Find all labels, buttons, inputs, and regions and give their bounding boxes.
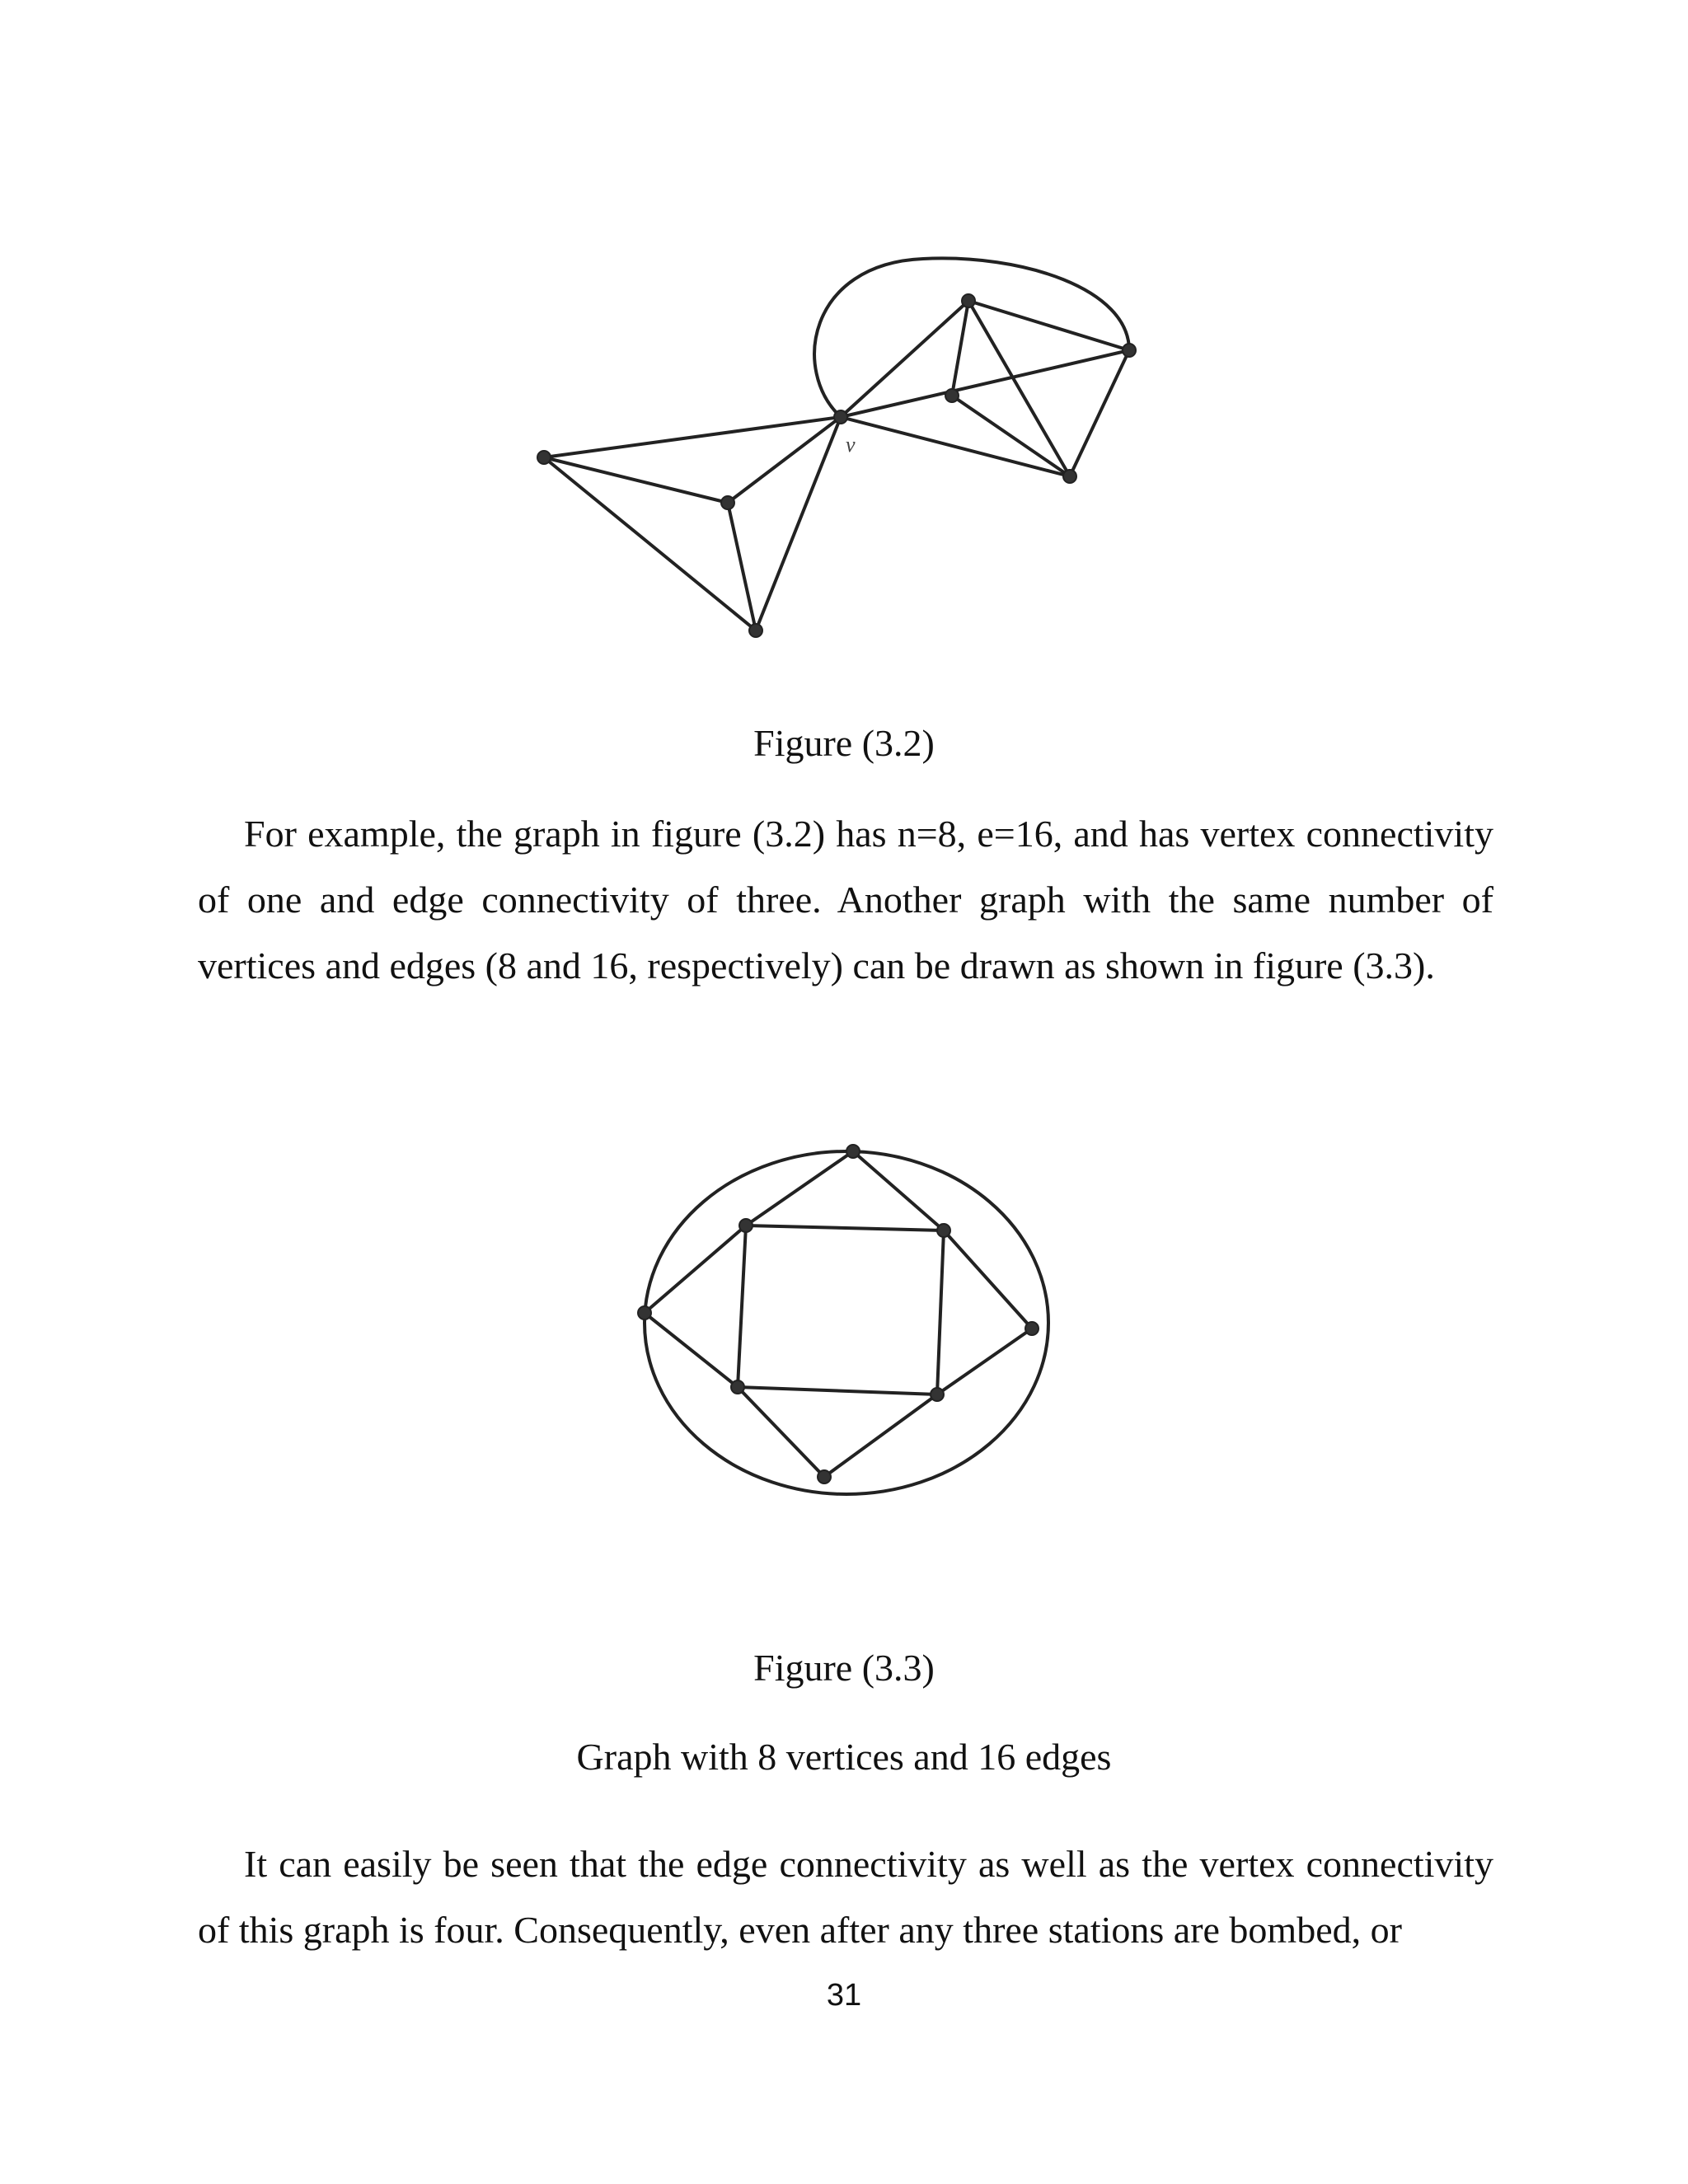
- graph-edge: [952, 396, 1070, 476]
- graph-edge: [746, 1226, 944, 1230]
- graph-edge: [738, 1226, 746, 1387]
- graph-edge: [738, 1387, 937, 1394]
- graph-vertex-v: [834, 410, 847, 424]
- graph-edge-loop: [814, 258, 1129, 417]
- graph-edge: [841, 417, 1070, 476]
- graph-vertex: [1025, 1322, 1039, 1335]
- graph-vertex: [537, 451, 551, 464]
- vertex-label-v: v: [846, 433, 856, 457]
- graph-vertex: [1123, 344, 1136, 357]
- figure-3-2-caption: Figure (3.2): [753, 722, 935, 764]
- figure-3-3-graph: [626, 1137, 1063, 1500]
- graph-vertex: [945, 389, 959, 402]
- graph-vertex: [739, 1219, 753, 1232]
- graph-vertex: [937, 1224, 950, 1237]
- graph-edge: [746, 1151, 853, 1226]
- graph-edge: [1070, 350, 1129, 476]
- graph-edge-outer-circle: [645, 1151, 1048, 1494]
- graph-vertex: [818, 1470, 831, 1483]
- graph-vertex: [721, 496, 734, 509]
- paragraph-1: For example, the graph in figure (3.2) has n=8, e=16, and has vertex connectivity of one and edge connectivity of three. Another graph with the same number of vertices and edges (8 and 16, respectively) can be drawn as shown in figure (3.3).: [198, 813, 1493, 987]
- graph-edge: [738, 1387, 824, 1477]
- graph-edge: [841, 350, 1129, 417]
- graph-vertex: [749, 624, 762, 637]
- graph-edge: [853, 1151, 944, 1230]
- graph-edge: [645, 1313, 738, 1387]
- graph-vertex: [846, 1145, 860, 1158]
- graph-edge: [944, 1230, 1032, 1329]
- graph-edge: [937, 1230, 944, 1394]
- graph-edge: [824, 1394, 937, 1477]
- graph-vertex: [962, 294, 975, 307]
- paragraph-2: It can easily be seen that the edge connectivity as well as the vertex connectivity of this graph is four. Consequently, even after any three stations are bombed, or: [198, 1843, 1493, 1951]
- graph-vertex: [1063, 470, 1076, 483]
- graph-vertex: [931, 1388, 944, 1401]
- page-number: 31: [826, 1978, 862, 2013]
- graph-vertex: [731, 1380, 744, 1394]
- graph-vertex: [638, 1306, 651, 1319]
- graph-edge: [645, 1226, 746, 1313]
- figure-3-2-graph: [495, 231, 1170, 659]
- graph-edge: [937, 1329, 1032, 1394]
- figure-3-3-subcaption: Graph with 8 vertices and 16 edges: [576, 1736, 1112, 1778]
- figure-3-3-caption: Figure (3.3): [753, 1647, 935, 1689]
